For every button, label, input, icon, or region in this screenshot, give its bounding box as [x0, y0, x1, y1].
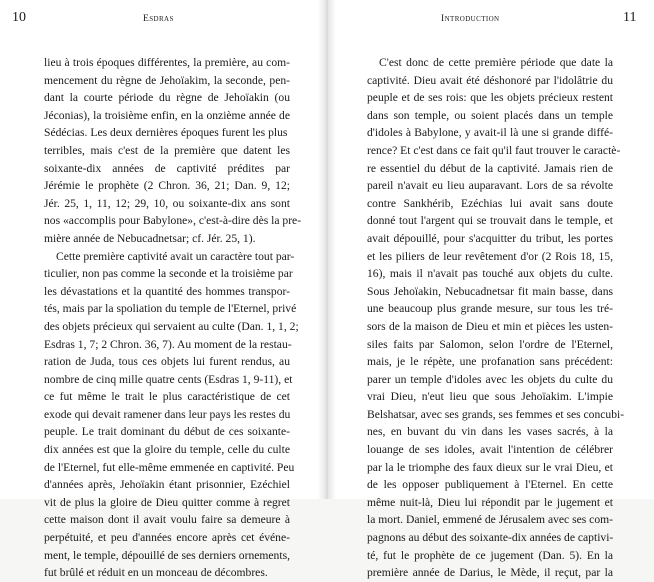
text-line: Sous Jehoïakin, Nebucadnetsar fit main basse, dans	[367, 284, 613, 298]
text-line: dix années est que la gloire du temple, celle du culte	[44, 443, 290, 457]
text-line: pagnons au début des soixante-dix années de captivi-	[367, 531, 614, 545]
left-page	[0, 0, 327, 580]
text-line: C'est donc de cette première période que date la	[379, 56, 613, 69]
text-line: nombre de cinq mille quatre cents (Esdras 1, 9-11), et	[44, 372, 293, 386]
text-line: parer un temple d'idoles avec les objets du culte du	[367, 372, 613, 386]
text-line: donné tout l'argent qui se trouvait dans le temple, et	[367, 214, 613, 228]
text-line: té, fut le prophète de ce jugement (Dan. 5). En la	[367, 548, 613, 562]
text-line: peuple. Le trait dominant du début de ces soixante-	[44, 425, 290, 439]
text-line: terribles, mais c'est de la première que datent les	[44, 143, 290, 157]
text-line: ration de Juda, tous ces objets lui furent rendus, au	[44, 355, 290, 369]
text-line: Sédécias. Les deux dernières époques furent les plus	[44, 126, 288, 140]
text-line: siles faits par Salomon, selon l'ordre de l'Eternel,	[367, 337, 613, 351]
text-line: de les opposer publiquement à l'Eternel. En cette	[367, 478, 613, 492]
left-running-head: Esdras	[143, 14, 174, 24]
text-line: nos «accomplis pour Babylone», c'est-à-dire dès la pre-	[44, 214, 302, 228]
text-line: des objets précieux qui servaient au culte (Dan. 1, 1, 2;	[44, 319, 299, 333]
text-line: dans son temple, ou soient placés dans un temple	[367, 108, 613, 122]
right-running-head: Introduction	[441, 14, 500, 24]
text-line: ticulier, non pas comme la seconde et la troisième par	[44, 267, 293, 281]
text-line: soixante-dix années de captivité prédites par	[44, 161, 290, 175]
book-gutter	[318, 0, 336, 499]
text-line: perpétuité, et peu d'années encore après cet événe-	[44, 531, 290, 545]
text-line: tés, mais par la spoliation du temple de l'Eternel, privé	[44, 302, 297, 316]
text-line: première année de Darius, le Mède, il reçut, par la	[367, 566, 613, 580]
text-line: nes, en buvant du vin dans les vases sacrés, à la	[367, 425, 613, 439]
text-line: Jér. 25, 1, 11, 12; 29, 10, ou soixante-dix ans sont	[44, 196, 290, 210]
text-line: fut brûlé et réduit en un monceau de décombres.	[44, 566, 268, 580]
text-line: cette maison dont il avait voulu faire sa demeure à	[44, 513, 290, 527]
text-line: exode qui devait ramener dans leur pays les restes du	[44, 407, 291, 421]
text-line: vrai Dieu, n'eut lieu que sous Jehoïakim. L'impie	[367, 390, 613, 404]
text-line: mais, je le répète, une profanation sans précédent:	[367, 355, 613, 369]
text-line: contre Sankhérib, Ezéchias lui avait sans doute	[367, 196, 613, 210]
text-line: Jérémie le prophète (2 Chron. 36, 21; Dan. 9, 12;	[44, 179, 290, 193]
text-line: de l'Eternel, fut elle-même emmenée en captivité. Peu	[44, 460, 295, 474]
left-page-number: 10	[12, 10, 26, 25]
text-line: les dévastations et la quantité des hommes transpor-	[44, 284, 290, 298]
text-line: avait dépouillé, pour s'acquitter du tribut, les portes	[367, 231, 613, 245]
text-line: captivité. Dieu avait été déshonoré par l'idolâtrie du	[367, 73, 613, 87]
right-page	[327, 0, 654, 580]
text-line: Jéconias), la troisième enfin, en la onzième année de	[44, 108, 290, 122]
text-line: Belshatsar, avec ses grands, ses femmes et ses concubi-	[367, 407, 625, 421]
text-line: d'idoles à Babylone, y avait-il là une si grande diffé-	[367, 126, 613, 140]
text-line: 16), mais il n'avait pas touché aux objets du culte.	[367, 267, 613, 281]
text-line: Cette première captivité avait un caractère tout par-	[56, 249, 295, 263]
text-line: par la le triomphe des faux dieux sur le vrai Dieu, et	[367, 460, 613, 474]
text-line: rence? Et c'est dans ce fait qu'il faut trouver le caractè-	[367, 143, 621, 157]
text-line: mière année de Nebucadnetsar; cf. Jér. 25, 1).	[44, 231, 256, 245]
text-line: ce fut même le trait le plus caractéristique de cet	[44, 390, 290, 404]
right-page-body	[367, 54, 625, 582]
text-line: ment, le temple, dépouillé de ses derniers ornements,	[44, 548, 290, 562]
text-line: vit de plus la gloire de Dieu quitter comme à regret	[44, 495, 290, 509]
text-line: Esdras 1, 7; 2 Chron. 36, 7). Au moment de la restau-	[44, 337, 292, 351]
right-page-number: 11	[623, 10, 637, 25]
text-line: lieu à trois époques différentes, la première, au com-	[44, 56, 290, 69]
text-line: une beaucoup plus grande mesure, sur tous les tré-	[367, 302, 613, 316]
left-page-body	[44, 54, 302, 582]
text-line: la mort. Daniel, emmené de Jérusalem avec ses com-	[367, 513, 613, 527]
text-line: d'années après, Jehoïakin étant prisonnier, Ezéchiel	[44, 478, 290, 492]
text-line: dant la courte période du règne de Jehoïakin (ou	[44, 91, 290, 105]
text-line: louange de ses idoles, avait l'intention de célébrer	[367, 443, 613, 457]
text-line: sors de la maison de Dieu et min et pièces les usten-	[367, 319, 613, 333]
text-line: et les piliers de leur revêtement d'or (2 Rois 18, 15,	[367, 249, 613, 263]
text-line: re essentiel du début de la captivité. Jamais rien de	[367, 161, 613, 175]
text-line: mencement du règne de Jehoïakim, la seconde, pen-	[44, 73, 290, 87]
text-line: pareil n'avait eu lieu auparavant. Lors de sa révolte	[367, 179, 613, 193]
text-line: même nuit-là, Dieu lui répondit par le jugement et	[367, 495, 613, 509]
text-line: peuple et de ses rois: que les objets précieux restent	[367, 91, 613, 105]
